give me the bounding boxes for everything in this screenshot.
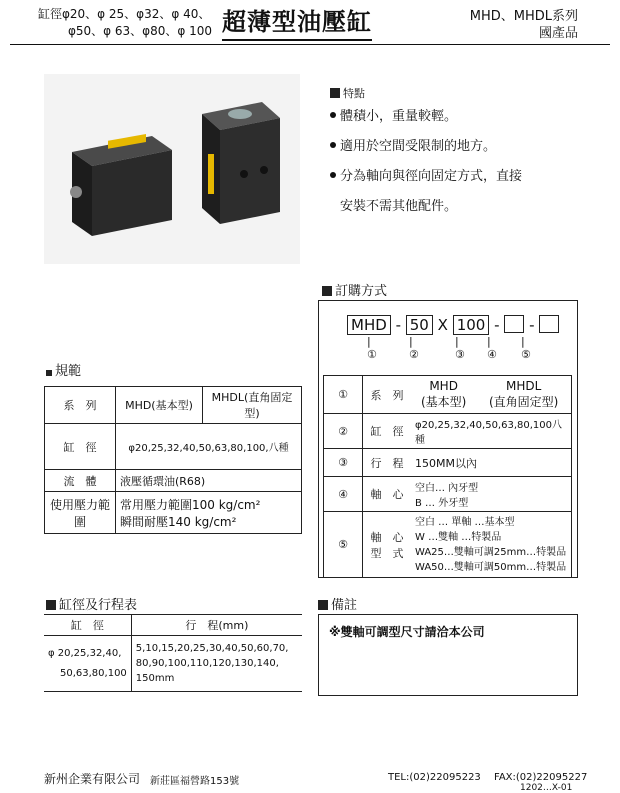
features-section — [330, 86, 590, 222]
order-heading: 訂購方式 — [322, 280, 387, 299]
spec-col1: MHD(基本型) — [116, 387, 203, 424]
code-slot-4 — [504, 315, 524, 333]
row-label: 系 列 — [363, 376, 412, 414]
tick-label: | ⑤ — [521, 335, 531, 361]
dot-bullet-icon — [330, 172, 336, 178]
notes-box — [318, 614, 578, 696]
stroke-values: 5,10,15,20,25,30,40,50,60,70, 80,90,100,110,120,130,140, 150mm — [131, 636, 302, 692]
square-bullet-icon — [318, 600, 328, 610]
order-box — [318, 300, 578, 578]
footer-code: 1202…X-01 — [520, 783, 573, 793]
tick-label: | ③ — [455, 335, 465, 361]
bore-line-2: φ50、φ 63、φ80、φ 100 — [68, 24, 213, 38]
spec-label: 流 體 — [45, 470, 116, 492]
feature-item: 適用於空間受限制的地方。 — [330, 132, 590, 162]
spec-label: 缸 徑 — [45, 424, 116, 470]
spec-value: 常用壓力範圍100 kg/cm² 瞬間耐壓140 kg/cm² — [116, 492, 302, 534]
code-slot-5 — [539, 315, 559, 333]
dot-bullet-icon — [330, 112, 336, 118]
notes-text: ※雙軸可調型尺寸請洽本公司 — [329, 625, 485, 639]
code-bore: 50 — [406, 315, 433, 335]
footer-address: 新莊區福營路153號 — [150, 776, 240, 787]
stroke-bores: φ 20,25,32,40, 50,63,80,100 — [44, 636, 131, 692]
row-value: 空白… 內牙型 B … 外牙型 — [411, 477, 572, 512]
features-heading: 特點 — [330, 86, 590, 102]
dot-bullet-icon — [330, 142, 336, 148]
header-rule — [10, 44, 610, 45]
feature-item: 體積小，重量較輕。 — [330, 102, 590, 132]
code-stroke: 100 — [453, 315, 490, 335]
spec-value: φ20,25,32,40,50,63,80,100,八種 — [116, 424, 302, 470]
square-bullet-icon — [46, 370, 52, 376]
code-x: X — [437, 316, 448, 334]
footer-fax: FAX:(02)22095227 — [494, 772, 588, 783]
stroke-col1-header: 缸 徑 — [44, 615, 131, 636]
row-value: 150MM以內 — [411, 449, 572, 477]
square-bullet-icon — [330, 88, 340, 98]
series-label — [448, 8, 578, 42]
order-table — [323, 375, 572, 578]
footer-company: 新州企業有限公司 — [44, 772, 141, 786]
square-bullet-icon — [322, 286, 332, 296]
square-bullet-icon — [46, 600, 56, 610]
row-col2: MHDL (直角固定型) — [476, 376, 571, 414]
spec-table — [44, 386, 302, 534]
feature-item: 分為軸向與徑向固定方式，直接 — [330, 162, 590, 192]
stroke-table — [44, 614, 302, 692]
row-label: 缸 徑 — [363, 414, 412, 449]
series-line-2: 國產品 — [538, 26, 578, 41]
notes-heading: 備註 — [318, 594, 357, 613]
spec-heading: 規範 — [46, 360, 81, 379]
row-num: ⑤ — [324, 512, 363, 578]
tick-label: | ① — [367, 335, 377, 361]
row-value: φ20,25,32,40,50,63,80,100八種 — [411, 414, 572, 449]
stroke-col2-header: 行 程(mm) — [131, 615, 302, 636]
row-num: ② — [324, 414, 363, 449]
row-value: 空白 … 單軸 …基本型 W …雙軸 …特製品 WA25…雙軸可調25mm…特製品 WA50…雙軸可調50mm…特製品 — [411, 512, 572, 578]
page-title: 超薄型油壓缸 — [222, 2, 372, 41]
row-num: ① — [324, 376, 363, 414]
bore-sizes-header — [38, 6, 212, 40]
row-label: 軸 心 — [363, 477, 412, 512]
order-code: MHD - 50 X 100 - - — [347, 315, 559, 334]
series-line-1: MHD、MHDL系列 — [469, 9, 578, 24]
feature-continuation: 安裝不需其他配件。 — [340, 199, 458, 214]
spec-label: 系 列 — [45, 387, 116, 424]
spec-col2: MHDL(直角固定型) — [203, 387, 302, 424]
stroke-heading: 缸徑及行程表 — [46, 594, 137, 613]
row-label: 行 程 — [363, 449, 412, 477]
product-photo — [44, 74, 300, 264]
footer-tel: TEL:(02)22095223 — [388, 772, 481, 783]
row-num: ③ — [324, 449, 363, 477]
code-model: MHD — [347, 315, 391, 335]
row-col1: MHD (基本型) — [411, 376, 476, 414]
bore-line-1: 缸徑φ20、φ 25、φ32、φ 40、 — [38, 7, 211, 21]
tick-label: | ② — [409, 335, 419, 361]
spec-value: 液壓循環油(R68) — [116, 470, 302, 492]
tick-label: | ④ — [487, 335, 497, 361]
row-num: ④ — [324, 477, 363, 512]
row-label: 軸 心 型 式 — [363, 512, 412, 578]
spec-label: 使用壓力範圍 — [45, 492, 116, 534]
